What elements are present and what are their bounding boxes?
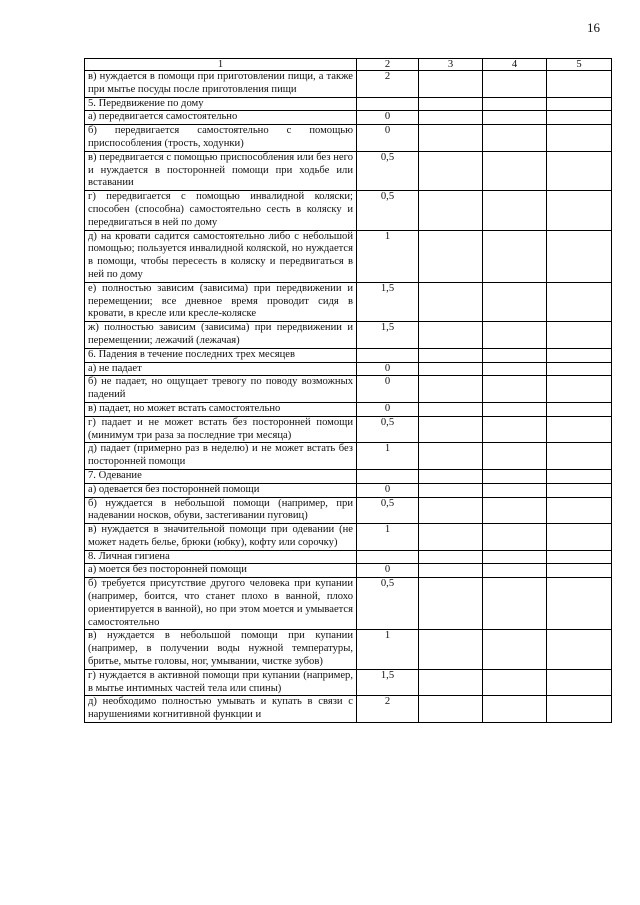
section-header-row [85, 97, 612, 111]
empty-cell-col-4 [483, 524, 547, 551]
criterion-text: г) нуждается в активной помощи при купании (например, в мытье интимных частей тела или спины) [85, 669, 357, 696]
empty-cell-col-4 [483, 497, 547, 524]
criterion-text: б) не падает, но ощущает тревогу по поводу возможных падений [85, 376, 357, 403]
empty-cell-col-4 [483, 348, 547, 362]
table-row [85, 443, 612, 470]
score-cell: 0 [357, 111, 419, 125]
empty-cell-col-3 [419, 497, 483, 524]
table-row [85, 630, 612, 669]
table-row [85, 416, 612, 443]
table-row [85, 362, 612, 376]
page-number: 16 [587, 20, 600, 35]
criterion-text: г) падает и не может встать без посторонней помощи (минимум три раза за последние три месяца) [85, 416, 357, 443]
empty-cell-col-5 [547, 483, 612, 497]
score-cell: 0 [357, 402, 419, 416]
empty-cell-col-5 [547, 630, 612, 669]
empty-cell-col-5 [547, 402, 612, 416]
table-row [85, 669, 612, 696]
score-cell [357, 550, 419, 564]
criterion-text: а) передвигается самостоятельно [85, 111, 357, 125]
score-cell: 1,5 [357, 669, 419, 696]
empty-cell-col-4 [483, 630, 547, 669]
score-cell: 0 [357, 564, 419, 578]
criterion-text: в) нуждается в помощи при приготовлении пищи, а также при мытье посуды после приготовления пищи [85, 71, 357, 98]
empty-cell-col-4 [483, 125, 547, 152]
empty-cell-col-3 [419, 151, 483, 190]
empty-cell-col-5 [547, 524, 612, 551]
column-header-5: 5 [547, 59, 612, 71]
empty-cell-col-5 [547, 125, 612, 152]
empty-cell-col-4 [483, 483, 547, 497]
criterion-text: в) нуждается в значительной помощи при одевании (не может надеть белье, брюки (юбку), кофту или сорочку) [85, 524, 357, 551]
column-header-4: 4 [483, 59, 547, 71]
table-row [85, 111, 612, 125]
empty-cell-col-3 [419, 578, 483, 630]
empty-cell-col-3 [419, 483, 483, 497]
empty-cell-col-5 [547, 469, 612, 483]
empty-cell-col-4 [483, 151, 547, 190]
score-cell: 1,5 [357, 282, 419, 321]
empty-cell-col-4 [483, 362, 547, 376]
empty-cell-col-5 [547, 230, 612, 282]
score-cell: 2 [357, 696, 419, 723]
empty-cell-col-4 [483, 696, 547, 723]
empty-cell-col-5 [547, 564, 612, 578]
score-cell: 0 [357, 125, 419, 152]
empty-cell-col-5 [547, 550, 612, 564]
empty-cell-col-4 [483, 322, 547, 349]
empty-cell-col-4 [483, 111, 547, 125]
empty-cell-col-3 [419, 416, 483, 443]
score-cell: 1 [357, 230, 419, 282]
empty-cell-col-3 [419, 550, 483, 564]
empty-cell-col-4 [483, 443, 547, 470]
empty-cell-col-3 [419, 402, 483, 416]
criterion-text: а) не падает [85, 362, 357, 376]
criterion-text: ж) полностью зависим (зависима) при передвижении и перемещении; лежачий (лежачая) [85, 322, 357, 349]
criterion-text: б) передвигается самостоятельно с помощью приспособления (трость, ходунки) [85, 125, 357, 152]
table-row [85, 322, 612, 349]
empty-cell-col-5 [547, 111, 612, 125]
score-cell [357, 469, 419, 483]
table-row [85, 230, 612, 282]
empty-cell-col-5 [547, 578, 612, 630]
empty-cell-col-5 [547, 282, 612, 321]
column-header-1: 1 [85, 59, 357, 71]
section-title: 6. Падения в течение последних трех месяцев [85, 348, 357, 362]
table-row [85, 564, 612, 578]
score-cell: 0 [357, 362, 419, 376]
empty-cell-col-4 [483, 416, 547, 443]
score-cell: 0,5 [357, 416, 419, 443]
criterion-text: б) нуждается в небольшой помощи (например, при надевании носков, обуви, застегивании пуговиц) [85, 497, 357, 524]
score-cell: 0,5 [357, 578, 419, 630]
empty-cell-col-3 [419, 376, 483, 403]
table-body [85, 71, 612, 723]
table-row [85, 151, 612, 190]
column-header-3: 3 [419, 59, 483, 71]
criterion-text: д) падает (примерно раз в неделю) и не может встать без посторонней помощи [85, 443, 357, 470]
section-title: 5. Передвижение по дому [85, 97, 357, 111]
score-cell: 1,5 [357, 322, 419, 349]
score-cell: 2 [357, 71, 419, 98]
score-cell: 0,5 [357, 151, 419, 190]
criterion-text: а) моется без посторонней помощи [85, 564, 357, 578]
empty-cell-col-4 [483, 578, 547, 630]
score-cell [357, 348, 419, 362]
empty-cell-col-4 [483, 550, 547, 564]
score-cell: 0,5 [357, 191, 419, 230]
empty-cell-col-3 [419, 469, 483, 483]
empty-cell-col-3 [419, 191, 483, 230]
table-row [85, 376, 612, 403]
empty-cell-col-5 [547, 71, 612, 98]
empty-cell-col-4 [483, 564, 547, 578]
empty-cell-col-5 [547, 348, 612, 362]
empty-cell-col-3 [419, 564, 483, 578]
empty-cell-col-5 [547, 362, 612, 376]
table-row [85, 191, 612, 230]
empty-cell-col-5 [547, 376, 612, 403]
empty-cell-col-3 [419, 669, 483, 696]
empty-cell-col-3 [419, 362, 483, 376]
score-cell: 1 [357, 630, 419, 669]
section-header-row [85, 348, 612, 362]
empty-cell-col-3 [419, 524, 483, 551]
section-header-row [85, 550, 612, 564]
empty-cell-col-3 [419, 97, 483, 111]
table-header-row [85, 59, 612, 71]
criterion-text: б) требуется присутствие другого человека при купании (например, боится, что станет плохо в ванной, плохо ориентируется в ванной), но при этом моется и умывается самостоятельно [85, 578, 357, 630]
score-cell: 1 [357, 443, 419, 470]
empty-cell-col-4 [483, 191, 547, 230]
empty-cell-col-5 [547, 97, 612, 111]
empty-cell-col-3 [419, 71, 483, 98]
empty-cell-col-4 [483, 469, 547, 483]
empty-cell-col-3 [419, 322, 483, 349]
table-row [85, 71, 612, 98]
criterion-text: г) передвигается с помощью инвалидной коляски; способен (способна) самостоятельно сесть в коляску и передвигаться в ней по дому [85, 191, 357, 230]
empty-cell-col-5 [547, 416, 612, 443]
criterion-text: д) на кровати садится самостоятельно либо с небольшой помощью; пользуется инвалидной коляской, но нуждается в помощи, чтобы пересесть в коляску и передвигаться в ней по дому [85, 230, 357, 282]
empty-cell-col-3 [419, 111, 483, 125]
criterion-text: д) необходимо полностью умывать и купать в связи с нарушениями когнитивной функции и [85, 696, 357, 723]
empty-cell-col-3 [419, 230, 483, 282]
empty-cell-col-4 [483, 97, 547, 111]
score-cell: 1 [357, 524, 419, 551]
section-title: 8. Личная гигиена [85, 550, 357, 564]
empty-cell-col-3 [419, 443, 483, 470]
criterion-text: а) одевается без посторонней помощи [85, 483, 357, 497]
empty-cell-col-5 [547, 696, 612, 723]
empty-cell-col-4 [483, 376, 547, 403]
empty-cell-col-5 [547, 322, 612, 349]
empty-cell-col-4 [483, 669, 547, 696]
empty-cell-col-4 [483, 402, 547, 416]
empty-cell-col-3 [419, 125, 483, 152]
empty-cell-col-5 [547, 443, 612, 470]
score-cell [357, 97, 419, 111]
criterion-text: в) передвигается с помощью приспособления или без него и нуждается в посторонней помощи при ходьбе или вставании [85, 151, 357, 190]
empty-cell-col-4 [483, 230, 547, 282]
empty-cell-col-3 [419, 282, 483, 321]
column-header-2: 2 [357, 59, 419, 71]
table-row [85, 578, 612, 630]
empty-cell-col-5 [547, 669, 612, 696]
assessment-table [84, 58, 612, 723]
table-row [85, 696, 612, 723]
table-row [85, 402, 612, 416]
score-cell: 0 [357, 483, 419, 497]
empty-cell-col-5 [547, 151, 612, 190]
empty-cell-col-5 [547, 191, 612, 230]
table-row [85, 524, 612, 551]
empty-cell-col-3 [419, 630, 483, 669]
table-row [85, 497, 612, 524]
section-title: 7. Одевание [85, 469, 357, 483]
table-row [85, 483, 612, 497]
table-row [85, 282, 612, 321]
criterion-text: в) падает, но может встать самостоятельно [85, 402, 357, 416]
empty-cell-col-4 [483, 282, 547, 321]
score-cell: 0 [357, 376, 419, 403]
empty-cell-col-3 [419, 348, 483, 362]
section-header-row [85, 469, 612, 483]
table-row [85, 125, 612, 152]
criterion-text: е) полностью зависим (зависима) при передвижении и перемещении; все дневное время проводит сидя в кровати, в кресле или кресле-коляске [85, 282, 357, 321]
empty-cell-col-5 [547, 497, 612, 524]
empty-cell-col-4 [483, 71, 547, 98]
score-cell: 0,5 [357, 497, 419, 524]
criterion-text: в) нуждается в небольшой помощи при купании (например, в получении воды нужной температуры, бритье, мытье головы, ног, умывании, чистке зубов) [85, 630, 357, 669]
empty-cell-col-3 [419, 696, 483, 723]
